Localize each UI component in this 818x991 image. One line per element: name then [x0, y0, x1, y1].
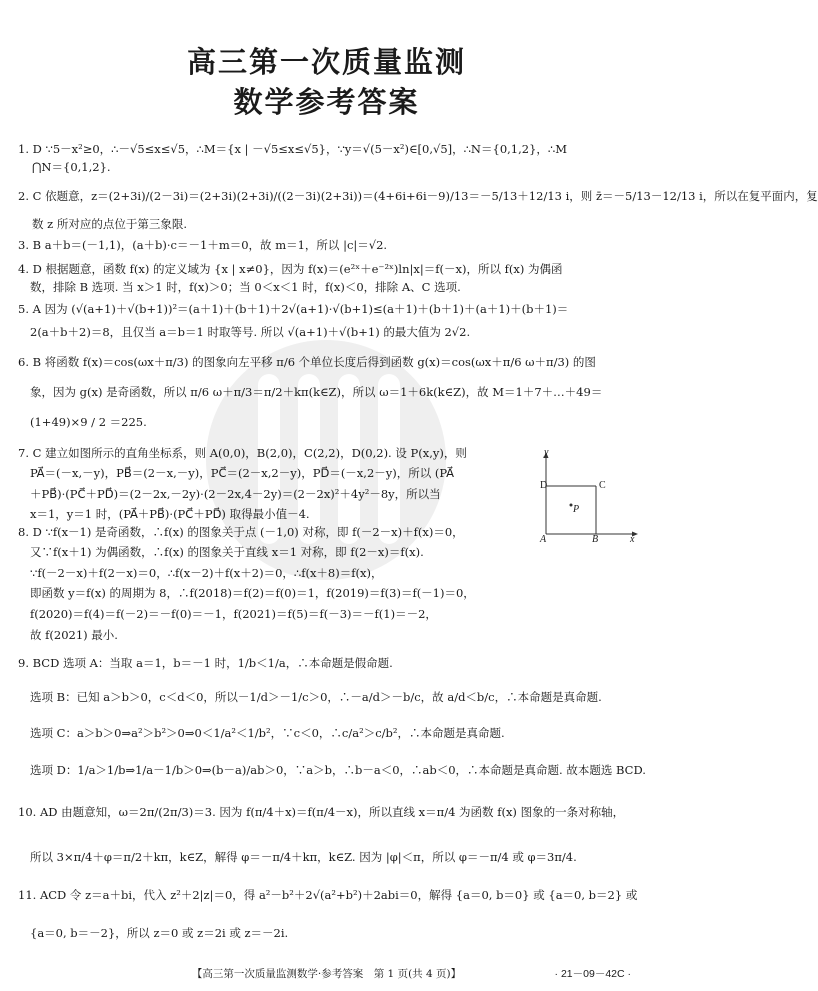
- answer-line: 选项 B：已知 a＞b＞0，c＜d＜0，所以－1/d＞－1/c＞0，∴－a/d＞－b/c，故 a/d＜b/c，∴本命题是真命题.: [30, 690, 602, 704]
- answer-line: 所以 3×π/4＋φ＝π/2＋kπ，k∈Z，解得 φ＝－π/4＋kπ，k∈Z. 因为 |φ|＜π，所以 φ＝－π/4 或 φ＝3π/4.: [30, 850, 577, 864]
- answer-line: PA⃗＝(－x,－y)，PB⃗＝(2－x,－y)，PC⃗＝(2－x,2－y)，PD⃗＝(－x,2－y)，所以 (PA⃗: [30, 466, 454, 480]
- answer-line: f(2020)＝f(4)＝f(－2)＝－f(0)＝－1，f(2021)＝f(5)＝f(－3)＝－f(1)＝－2，: [30, 607, 437, 621]
- label-p: P: [573, 504, 580, 515]
- answer-line: 故 f(2021) 最小.: [30, 628, 118, 642]
- answer-line: 6. B 将函数 f(x)＝cos(ωx＋π/3) 的图象向左平移 π/6 个单位长度后得到函数 g(x)＝cos(ωx＋π/6 ω＋π/3) 的图: [18, 355, 596, 369]
- answer-line: 数，排除 B 选项. 当 x＞1 时，f(x)＞0；当 0＜x＜1 时，f(x)＜0，排除 A、C 选项.: [30, 280, 461, 294]
- footer-code: · 21－09－42C ·: [554, 968, 631, 980]
- answer-line: 数 z 所对应的点位于第三象限.: [32, 217, 188, 231]
- answer-line: 4. D 根据题意，函数 f(x) 的定义域为 {x | x≠0}，因为 f(x)＝(e²ˣ＋e⁻²ˣ)ln|x|＝f(－x)，所以 f(x) 为偶函: [18, 262, 563, 276]
- answer-line: 选项 D：1/a＞1/b⇒1/a－1/b＞0⇒(b－a)/ab＞0，∵a＞b，∴b－a＜0，∴ab＜0，∴本命题是真命题. 故本题选 BCD.: [30, 763, 646, 777]
- answer-line: ＋PB⃗)·(PC⃗＋PD⃗)＝(2－2x,－2y)·(2－2x,4－2y)＝(2－2x)²＋4y²－8y，所以当: [30, 487, 441, 501]
- answer-line: 选项 C：a＞b＞0⇒a²＞b²＞0⇒0＜1/a²＜1/b²，∵c＜0，∴c/a²＞c/b²，∴本命题是真命题.: [30, 726, 505, 740]
- page-subtitle: 数学参考答案: [233, 85, 420, 119]
- label-c: C: [599, 480, 606, 491]
- answer-line: 8. D ∵f(x－1) 是奇函数，∴f(x) 的图象关于点 (－1,0) 对称，即 f(－2－x)＋f(x)＝0，: [18, 525, 464, 539]
- watermark-logo: [206, 340, 446, 580]
- answer-line: ∵f(－2－x)＋f(2－x)＝0，∴f(x－2)＋f(x＋2)＝0，∴f(x＋8)＝f(x)，: [30, 566, 383, 580]
- label-x: x: [630, 534, 635, 545]
- label-b: B: [592, 534, 599, 545]
- answer-line: 象，因为 g(x) 是奇函数，所以 π/6 ω＋π/3＝π/2＋kπ(k∈Z)，所以 ω＝1＋6k(k∈Z)，故 M＝1＋7＋…＋49＝: [30, 385, 603, 399]
- footer-text: 【高三第一次质量监测数学·参考答案 第 1 页(共 4 页)】: [191, 968, 462, 980]
- answer-line: ⋂N＝{0,1,2}.: [32, 160, 111, 174]
- answer-line: 5. A 因为 (√(a+1)＋√(b+1))²＝(a＋1)＋(b＋1)＋2√(a+1)·√(b+1)≤(a＋1)＋(b＋1)＋(a＋1)＋(b＋1)＝: [18, 302, 569, 316]
- answer-line: {a＝0, b＝－2}，所以 z＝0 或 z＝2i 或 z＝－2i.: [30, 926, 289, 940]
- answer-line: 1. D ∵5－x²≥0，∴－√5≤x≤√5，∴M＝{x | －√5≤x≤√5}，∵y＝√(5－x²)∈[0,√5]，∴N＝{0,1,2}，∴M: [18, 142, 567, 156]
- answer-line: 即函数 y＝f(x) 的周期为 8，∴f(2018)＝f(2)＝f(0)＝1，f(2019)＝f(3)＝f(－1)＝0，: [30, 586, 475, 600]
- answer-line: (1+49)×9 / 2 ＝225.: [30, 415, 147, 429]
- label-d: D: [540, 480, 548, 491]
- answer-line: 10. AD 由题意知，ω＝2π/(2π/3)＝3. 因为 f(π/4＋x)＝f(π/4－x)，所以直线 x＝π/4 为函数 f(x) 图象的一条对称轴，: [18, 805, 625, 819]
- coordinate-figure: [534, 446, 644, 548]
- page-title: 高三第一次质量监测: [186, 45, 466, 79]
- answer-line: 3. B a＋b＝(－1,1)，(a＋b)·c＝－1＋m＝0，故 m＝1，所以 |c|＝√2.: [18, 238, 388, 252]
- answer-line: 9. BCD 选项 A：当取 a＝1，b＝－1 时，1/b＜1/a，∴本命题是假命题.: [18, 656, 393, 670]
- answer-line: 7. C 建立如图所示的直角坐标系，则 A(0,0)，B(2,0)，C(2,2)，D(0,2). 设 P(x,y)，则: [18, 446, 467, 460]
- page-footer: [0, 966, 653, 982]
- answer-line: 11. ACD 令 z＝a＋bi，代入 z²＋2|z|＝0，得 a²－b²＋2√(a²+b²)＋2abi＝0，解得 {a＝0, b＝0} 或 {a＝0, b＝2} 或: [18, 888, 638, 902]
- coordinate-figure-drawing: [534, 446, 644, 548]
- answer-line: 2(a＋b＋2)＝8，且仅当 a＝b＝1 时取等号. 所以 √(a+1)＋√(b+1) 的最大值为 2√2.: [30, 325, 471, 339]
- answer-line: x＝1，y＝1 时，(PA⃗＋PB⃗)·(PC⃗＋PD⃗) 取得最小值－4.: [30, 507, 310, 521]
- answer-line: 2. C 依题意，z＝(2+3i)/(2－3i)＝(2+3i)(2+3i)/((2－3i)(2+3i))＝(4+6i+6i－9)/13＝－5/13＋12/13 i，则 z̄＝－5/13－12/13 i，所以在复平面内，复: [18, 189, 818, 203]
- answer-line: 又∵f(x＋1) 为偶函数，∴f(x) 的图象关于直线 x＝1 对称，即 f(2－x)＝f(x).: [30, 545, 424, 559]
- label-a: A: [540, 534, 547, 545]
- label-y: y: [544, 447, 549, 458]
